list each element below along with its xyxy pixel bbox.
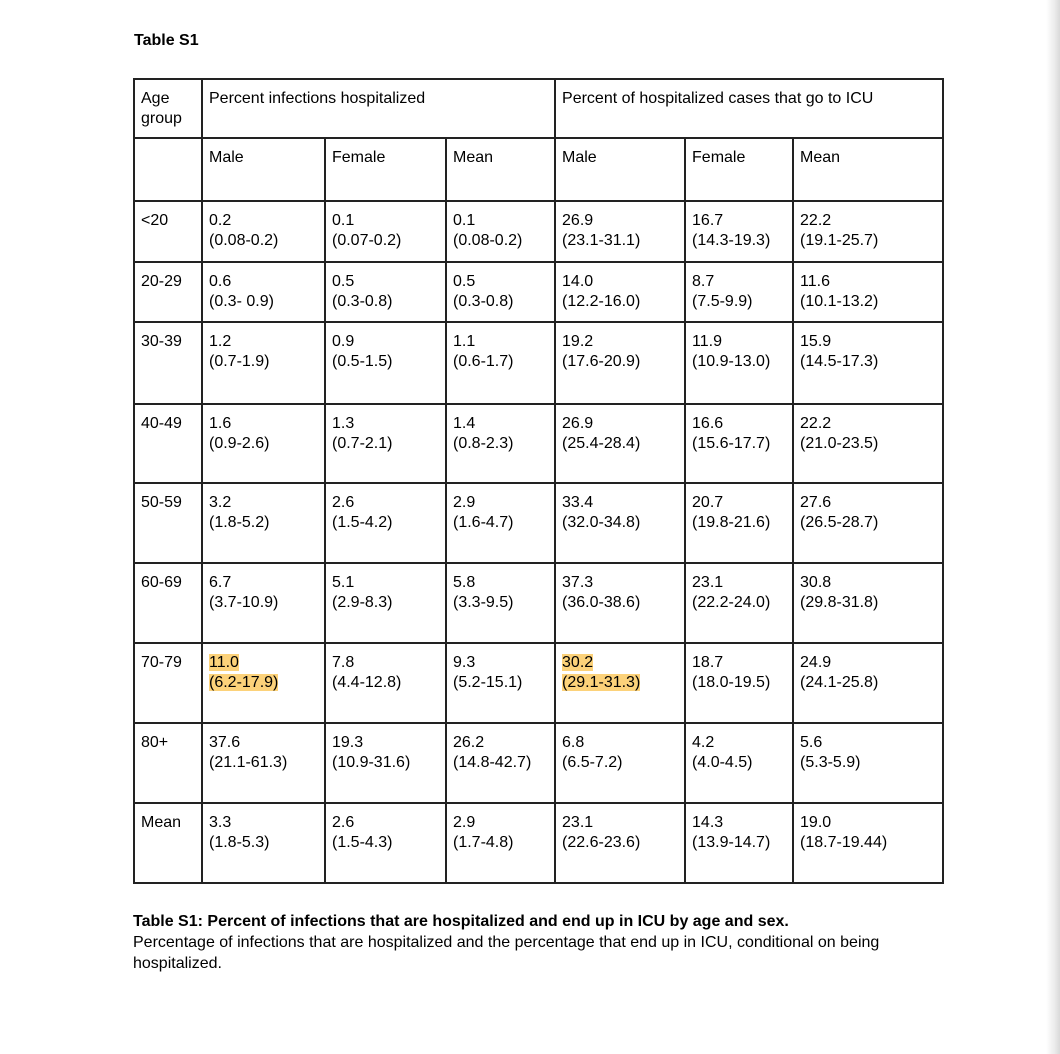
cell-value: 14.3 [692,814,724,831]
cell-value: 0.1 [453,212,476,229]
table-row [134,723,943,803]
cell-hosp-mean [446,563,555,643]
subheader-icu-male: Male [555,138,685,201]
cell-icu-female [685,201,793,262]
age-group-cell: 50-59 [134,483,202,563]
cell-hosp-female [325,803,446,883]
cell-icu-mean [793,262,943,322]
cell-confidence-interval: (0.3-0.8) [453,293,514,310]
cell-icu-male [555,404,685,483]
cell-icu-female [685,803,793,883]
cell-value: 26.2 [453,734,485,751]
age-group-cell: 70-79 [134,643,202,723]
cell-value: 18.7 [692,654,724,671]
caption-text: Percentage of infections that are hospitalized and the percentage that end up in ICU, conditional on being hospitalized. [133,934,880,972]
cell-icu-mean [793,483,943,563]
cell-value: 0.1 [332,212,355,229]
cell-hosp-male [202,262,325,322]
cell-confidence-interval: (0.7-2.1) [332,435,393,452]
cell-confidence-interval: (18.0-19.5) [692,674,771,691]
cell-hosp-male [202,803,325,883]
cell-hosp-female [325,563,446,643]
cell-value: 16.7 [692,212,724,229]
cell-icu-female [685,723,793,803]
cell-value: 4.2 [692,734,715,751]
cell-value: 26.9 [562,415,594,432]
age-group-cell: 30-39 [134,322,202,404]
cell-hosp-male [202,563,325,643]
cell-confidence-interval: (1.7-4.8) [453,834,514,851]
cell-confidence-interval: (23.1-31.1) [562,232,641,249]
cell-value: 0.5 [453,273,476,290]
cell-value: 23.1 [692,574,724,591]
cell-icu-female [685,483,793,563]
cell-value: 22.2 [800,212,832,229]
cell-value: 2.6 [332,494,355,511]
cell-hosp-female [325,483,446,563]
cell-icu-female [685,404,793,483]
cell-confidence-interval: (6.5-7.2) [562,754,623,771]
cell-value: 3.2 [209,494,232,511]
age-group-cell: Mean [134,803,202,883]
cell-confidence-interval: (0.07-0.2) [332,232,402,249]
cell-hosp-mean [446,404,555,483]
cell-hosp-female [325,723,446,803]
header-percent-icu: Percent of hospitalized cases that go to ICU [555,79,943,138]
table-body [134,201,943,883]
cell-value: 0.6 [209,273,232,290]
cell-value: 23.1 [562,814,594,831]
cell-confidence-interval: (15.6-17.7) [692,435,771,452]
hospitalization-table [133,78,944,884]
cell-value: 1.6 [209,415,232,432]
cell-hosp-mean [446,803,555,883]
cell-value: 1.3 [332,415,355,432]
cell-icu-mean [793,563,943,643]
cell-confidence-interval: (12.2-16.0) [562,293,641,310]
cell-hosp-mean [446,201,555,262]
cell-confidence-interval: (1.6-4.7) [453,514,514,531]
table-row [134,404,943,483]
cell-value: 24.9 [800,654,832,671]
table-row [134,643,943,723]
cell-value: 11.6 [800,273,830,290]
cell-confidence-interval: (18.7-19.44) [800,834,888,851]
cell-value: 1.4 [453,415,476,432]
cell-confidence-interval: (0.6-1.7) [453,353,514,370]
cell-confidence-interval: (10.9-13.0) [692,353,771,370]
cell-confidence-interval: (1.8-5.2) [209,514,270,531]
cell-value: 19.2 [562,333,594,350]
header-percent-hospitalized: Percent infections hospitalized [202,79,555,138]
cell-confidence-interval: (29.1-31.3) [562,674,641,691]
cell-confidence-interval: (19.8-21.6) [692,514,771,531]
cell-icu-mean [793,643,943,723]
cell-confidence-interval: (32.0-34.8) [562,514,641,531]
table-row [134,563,943,643]
cell-icu-male [555,563,685,643]
cell-confidence-interval: (19.1-25.7) [800,232,879,249]
cell-value: 5.1 [332,574,355,591]
cell-hosp-female [325,404,446,483]
cell-value: 5.8 [453,574,476,591]
age-group-cell: 20-29 [134,262,202,322]
cell-hosp-mean [446,723,555,803]
cell-icu-male [555,201,685,262]
cell-hosp-male [202,322,325,404]
cell-confidence-interval: (0.7-1.9) [209,353,270,370]
cell-hosp-mean [446,643,555,723]
cell-icu-mean [793,201,943,262]
cell-icu-mean [793,723,943,803]
page-edge-shadow [1046,0,1060,1054]
cell-icu-male [555,262,685,322]
cell-hosp-male [202,404,325,483]
cell-value: 0.5 [332,273,355,290]
cell-hosp-female [325,322,446,404]
table-row [134,262,943,322]
cell-value: 6.8 [562,734,585,751]
cell-confidence-interval: (26.5-28.7) [800,514,879,531]
cell-icu-mean [793,803,943,883]
cell-value: 8.7 [692,273,715,290]
cell-value: 30.2 [562,654,594,671]
cell-value: 16.6 [692,415,724,432]
cell-confidence-interval: (1.5-4.2) [332,514,393,531]
cell-confidence-interval: (5.3-5.9) [800,754,861,771]
cell-value: 9.3 [453,654,476,671]
cell-icu-male [555,643,685,723]
subheader-icu-female: Female [685,138,793,201]
cell-value: 3.3 [209,814,232,831]
cell-confidence-interval: (5.2-15.1) [453,674,523,691]
cell-confidence-interval: (0.08-0.2) [453,232,523,249]
cell-confidence-interval: (14.3-19.3) [692,232,771,249]
cell-confidence-interval: (21.0-23.5) [800,435,879,452]
cell-icu-mean [793,322,943,404]
table-heading: Table S1 [134,32,199,49]
cell-confidence-interval: (25.4-28.4) [562,435,641,452]
cell-confidence-interval: (1.8-5.3) [209,834,270,851]
cell-value: 11.9 [692,333,722,350]
cell-icu-male [555,483,685,563]
cell-confidence-interval: (7.5-9.9) [692,293,753,310]
header-age-group: Age group [134,79,202,138]
cell-icu-male [555,322,685,404]
cell-value: 37.3 [562,574,594,591]
cell-icu-mean [793,404,943,483]
cell-value: 14.0 [562,273,594,290]
cell-confidence-interval: (17.6-20.9) [562,353,641,370]
cell-icu-male [555,723,685,803]
cell-hosp-mean [446,262,555,322]
cell-value: 6.7 [209,574,232,591]
cell-hosp-mean [446,483,555,563]
cell-icu-female [685,262,793,322]
cell-confidence-interval: (14.8-42.7) [453,754,532,771]
cell-confidence-interval: (0.3- 0.9) [209,293,274,310]
cell-value: 5.6 [800,734,823,751]
cell-confidence-interval: (0.5-1.5) [332,353,393,370]
cell-confidence-interval: (22.6-23.6) [562,834,641,851]
table-row [134,201,943,262]
cell-confidence-interval: (14.5-17.3) [800,353,879,370]
cell-confidence-interval: (21.1-61.3) [209,754,288,771]
cell-hosp-mean [446,322,555,404]
cell-confidence-interval: (0.8-2.3) [453,435,514,452]
cell-value: 15.9 [800,333,832,350]
cell-value: 20.7 [692,494,724,511]
cell-value: 26.9 [562,212,594,229]
age-group-cell: 80+ [134,723,202,803]
cell-hosp-female [325,643,446,723]
cell-confidence-interval: (3.3-9.5) [453,594,514,611]
subheader-icu-mean: Mean [793,138,943,201]
cell-hosp-female [325,262,446,322]
table-row [134,483,943,563]
cell-icu-female [685,643,793,723]
subheader-hosp-female: Female [325,138,446,201]
age-group-cell: <20 [134,201,202,262]
cell-confidence-interval: (24.1-25.8) [800,674,879,691]
cell-confidence-interval: (22.2-24.0) [692,594,771,611]
cell-confidence-interval: (0.9-2.6) [209,435,270,452]
table-row [134,322,943,404]
cell-value: 0.9 [332,333,355,350]
cell-value: 1.2 [209,333,232,350]
cell-hosp-male [202,201,325,262]
cell-icu-male [555,803,685,883]
cell-value: 22.2 [800,415,832,432]
cell-hosp-male [202,723,325,803]
cell-icu-female [685,322,793,404]
table-header-row [134,79,943,138]
cell-value: 2.6 [332,814,355,831]
cell-icu-female [685,563,793,643]
cell-confidence-interval: (0.08-0.2) [209,232,279,249]
cell-value: 33.4 [562,494,594,511]
cell-hosp-female [325,201,446,262]
cell-value: 11.0 [209,654,239,671]
table-subheader-row [134,138,943,201]
subheader-hosp-mean: Mean [446,138,555,201]
cell-value: 0.2 [209,212,232,229]
cell-value: 30.8 [800,574,832,591]
cell-confidence-interval: (10.9-31.6) [332,754,411,771]
table-caption [133,911,933,974]
cell-value: 37.6 [209,734,241,751]
cell-confidence-interval: (13.9-14.7) [692,834,771,851]
subheader-empty [134,138,202,201]
cell-confidence-interval: (3.7-10.9) [209,594,279,611]
cell-confidence-interval: (29.8-31.8) [800,594,879,611]
cell-value: 19.0 [800,814,832,831]
cell-value: 27.6 [800,494,832,511]
subheader-hosp-male: Male [202,138,325,201]
cell-confidence-interval: (36.0-38.6) [562,594,641,611]
table-row [134,803,943,883]
caption-title: Table S1: Percent of infections that are hospitalized and end up in ICU by age and sex. [133,913,789,930]
cell-hosp-male [202,483,325,563]
age-group-cell: 60-69 [134,563,202,643]
cell-confidence-interval: (4.0-4.5) [692,754,753,771]
cell-confidence-interval: (1.5-4.3) [332,834,393,851]
cell-value: 7.8 [332,654,355,671]
cell-value: 2.9 [453,814,476,831]
cell-confidence-interval: (0.3-0.8) [332,293,393,310]
cell-confidence-interval: (10.1-13.2) [800,293,879,310]
cell-value: 2.9 [453,494,476,511]
cell-confidence-interval: (6.2-17.9) [209,674,279,691]
cell-value: 19.3 [332,734,364,751]
cell-value: 1.1 [453,333,476,350]
cell-hosp-male [202,643,325,723]
cell-confidence-interval: (4.4-12.8) [332,674,402,691]
cell-confidence-interval: (2.9-8.3) [332,594,393,611]
age-group-cell: 40-49 [134,404,202,483]
